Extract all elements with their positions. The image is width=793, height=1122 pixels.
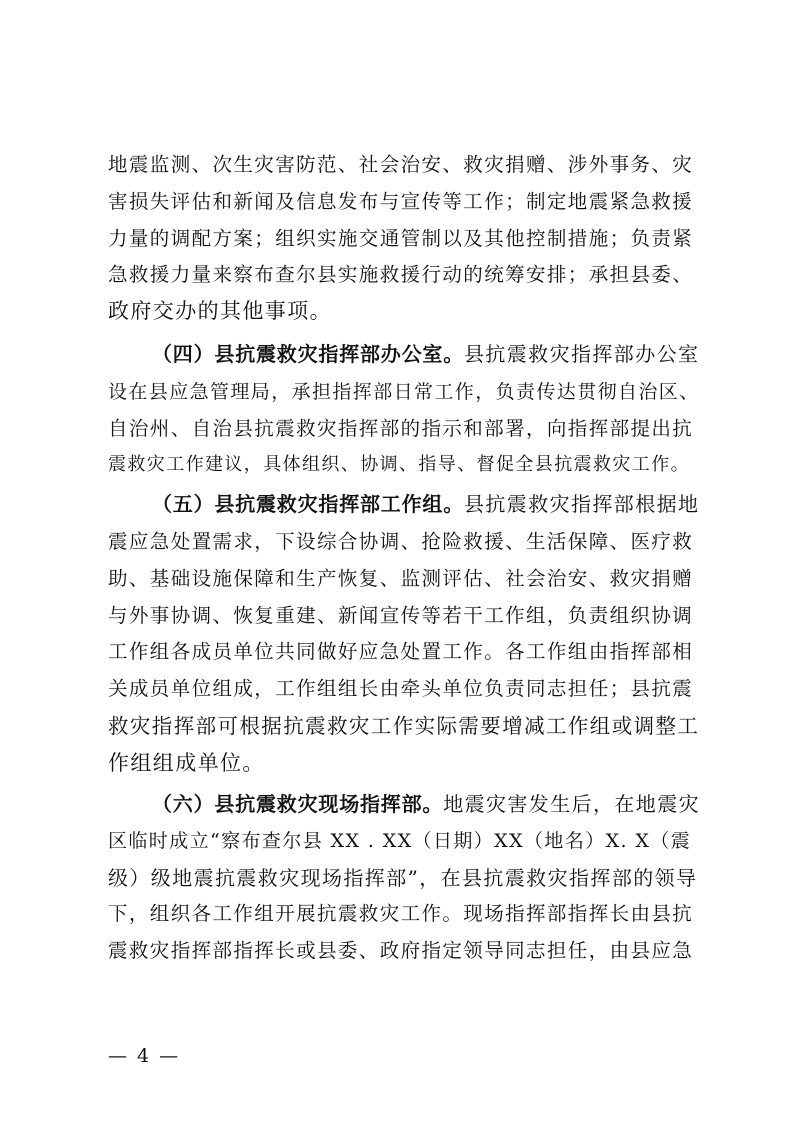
section-6-first-line-text: 地震灾害发生后，在地震灾 [443, 792, 701, 816]
section-5-first-line-text: 县抗震救灾指挥部根据地 [464, 492, 700, 516]
page-number: — 4 — [108, 1045, 181, 1067]
section-4-first-line [152, 342, 699, 366]
paragraph-line: 救灾指挥部可根据抗震救灾工作实际需要增减工作组或调整工 [108, 714, 700, 738]
paragraph-line: 震应急处置需求，下设综合协调、抢险救援、生活保障、医疗救 [108, 530, 694, 553]
paragraph-line: 区临时成立“察布查尔县 XX . XX（日期）XX（地名）X. X（震 [108, 830, 692, 852]
paragraph-line: 级）级地震抗震救灾现场指挥部”，在县抗震救灾指挥部的领导 [108, 866, 698, 890]
section-4-first-line-text: 县抗震救灾指挥部办公室 [464, 342, 700, 366]
paragraph-line: 震救灾指挥部指挥长或县委、政府指定领导同志担任，由县应急 [108, 939, 694, 962]
section-6-heading: （六）县抗震救灾现场指挥部。 [152, 792, 444, 816]
section-6-first-line [152, 792, 700, 816]
section-5-heading: （五）县抗震救灾指挥部工作组。 [152, 492, 464, 516]
paragraph-line: 力量的调配方案；组织实施交通管制以及其他控制措施；负责紧 [108, 227, 694, 250]
section-5-first-line [152, 492, 699, 516]
paragraph-line: 设在县应急管理局，承担指挥部日常工作，负责传达贯彻自治区、 [108, 381, 700, 403]
paragraph-line: 工作组各成员单位共同做好应急处置工作。各工作组由指挥部相 [108, 640, 694, 663]
paragraph-line: 震救灾工作建议，具体组织、协调、指导、督促全县抗震救灾工作。 [108, 454, 690, 475]
paragraph-line: 作组组成单位。 [108, 751, 265, 775]
paragraph-line: 害损失评估和新闻及信息发布与宣传等工作；制定地震紧急救援 [108, 190, 694, 213]
paragraph-line: 政府交办的其他事项。 [108, 299, 332, 323]
paragraph-line: 助、基础设施保障和生产恢复、监测评估、社会治安、救灾捐赠 [108, 567, 694, 590]
paragraph-line: 与外事协调、恢复重建、新闻宣传等若干工作组，负责组织协调 [108, 604, 694, 627]
paragraph-line: 地震监测、次生灾害防范、社会治安、救灾捐赠、涉外事务、灾 [108, 153, 694, 176]
section-4-heading: （四）县抗震救灾指挥部办公室。 [152, 342, 464, 366]
paragraph-line: 急救援力量来察布查尔县实施救援行动的统筹安排；承担县委、 [108, 263, 694, 286]
paragraph-line: 自治州、自治县抗震救灾指挥部的指示和部署，向指挥部提出抗 [108, 417, 694, 440]
paragraph-line: 关成员单位组成，工作组组长由牵头单位负责同志担任；县抗震 [108, 677, 694, 700]
paragraph-line: 下，组织各工作组开展抗震救灾工作。现场指挥部指挥长由县抗 [108, 902, 694, 925]
